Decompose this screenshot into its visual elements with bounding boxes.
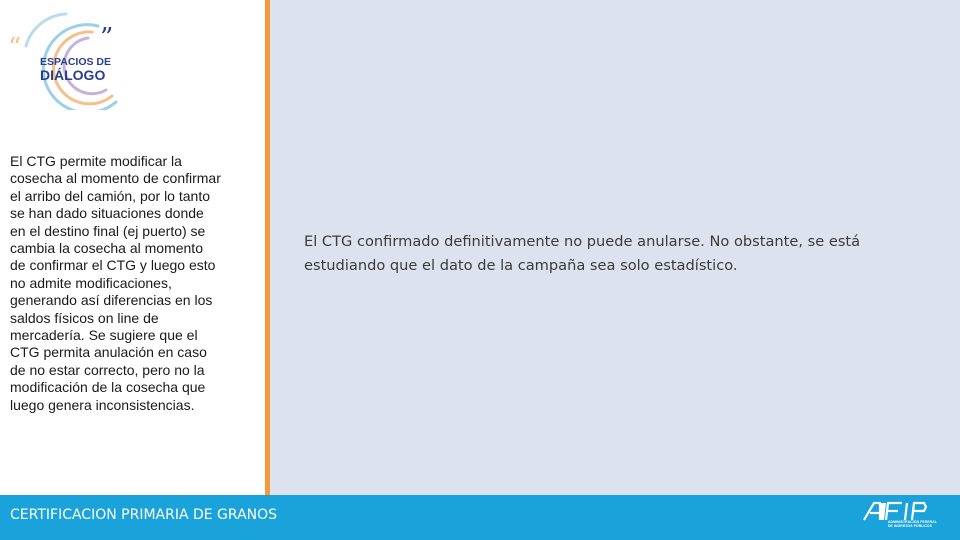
answer-text: El CTG confirmado definitivamente no puede anularse. No obstante, se está estudiando que el dato de la campaña sea solo estadístico. [304, 233, 861, 274]
question-text: El CTG permite modificar la cosecha al momento de confirmar el arribo del camión, por lo tanto se han dado situaciones donde en el destino final (ej puerto) se cambia la cosecha al momento de confirmar el CTG y luego esto no admite modificaciones, generando así diferencias en los saldos físicos on line de mercadería. Se sugiere que el CTG permita anulación en caso de no estar correcto, pero no la modificación de la cosecha que luego genera inconsistencias. [10, 153, 221, 413]
footer-bar [0, 495, 960, 540]
logo-line-1: ESPACIOS DE [40, 56, 111, 68]
question-panel [0, 0, 265, 495]
espacios-de-dialogo-logo [6, 8, 130, 110]
logo-line-2: DIÁLOGO [40, 67, 106, 83]
open-quote-icon: “ [8, 33, 22, 63]
afip-logo-mark [862, 501, 946, 521]
close-quote-icon: ” [100, 23, 114, 53]
afip-caption: ADMINISTRACIÓN FEDERAL DE INGRESOS PÚBLICOS [888, 520, 937, 528]
footer-title: CERTIFICACION PRIMARIA DE GRANOS [10, 507, 278, 523]
afip-logo [862, 501, 946, 535]
answer-panel [270, 0, 960, 495]
